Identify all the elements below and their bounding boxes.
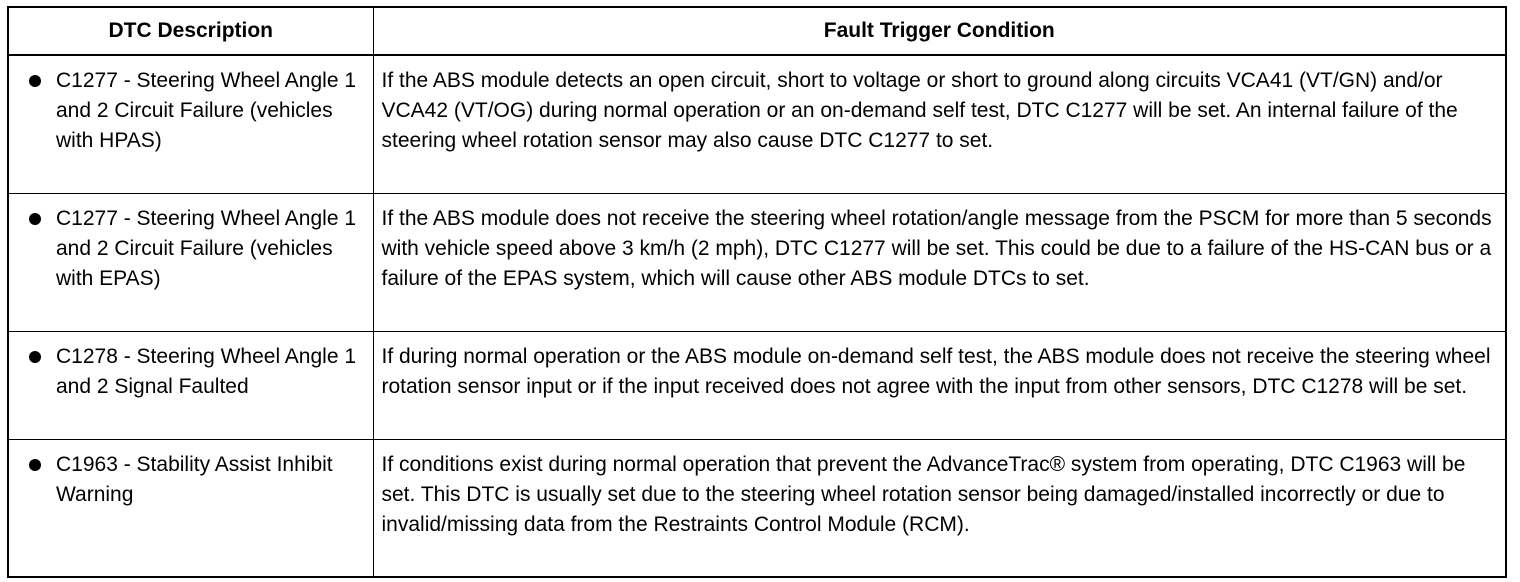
table-row (8, 439, 1506, 577)
dtc-table (7, 6, 1507, 578)
table-row (8, 193, 1506, 331)
fault-condition-cell: If conditions exist during normal operation that prevent the AdvanceTrac® system from operating, DTC C1963 will be set. This DTC is usually set due to the steering wheel rotation sensor being damaged/installed incorrectly or due to invalid/missing data from the Restraints Control Module (RCM). (373, 439, 1506, 577)
dtc-description-cell (8, 439, 373, 577)
table-row (8, 331, 1506, 439)
fault-condition-cell: If during normal operation or the ABS module on-demand self test, the ABS module does not receive the steering wheel rotation sensor input or if the input received does not agree with the input from other sensors, DTC C1278 will be set. (373, 331, 1506, 439)
dtc-description-text: C1277 - Steering Wheel Angle 1 and 2 Circuit Failure (vehicles with HPAS) (56, 69, 357, 152)
bullet-icon (29, 213, 41, 225)
dtc-description-cell (8, 331, 373, 439)
dtc-description-text: C1278 - Steering Wheel Angle 1 and 2 Signal Faulted (56, 344, 357, 398)
bullet-icon (29, 459, 41, 471)
dtc-description-text: C1277 - Steering Wheel Angle 1 and 2 Circuit Failure (vehicles with EPAS) (56, 206, 357, 290)
table-header-row (8, 7, 1506, 55)
fault-condition-cell: If the ABS module detects an open circuit, short to voltage or short to ground along circuits VCA41 (VT/GN) and/or VCA42 (VT/OG) during normal operation or an on-demand self test, DTC C1277 will be set. An internal failure of the steering wheel rotation sensor may also cause DTC C1277 to set. (373, 55, 1506, 193)
header-dtc-description: DTC Description (8, 7, 373, 55)
bullet-icon (29, 75, 41, 87)
bullet-icon (29, 351, 41, 363)
table-row (8, 55, 1506, 193)
fault-condition-cell: If the ABS module does not receive the steering wheel rotation/angle message from the PSCM for more than 5 seconds with vehicle speed above 3 km/h (2 mph), DTC C1277 will be set. This could be due to a failure of the HS-CAN bus or a failure of the EPAS system, which will cause other ABS module DTCs to set. (373, 193, 1506, 331)
dtc-description-cell (8, 193, 373, 331)
dtc-description-text: C1963 - Stability Assist Inhibit Warning (56, 452, 333, 506)
header-fault-trigger-condition: Fault Trigger Condition (373, 7, 1506, 55)
dtc-description-cell (8, 55, 373, 193)
